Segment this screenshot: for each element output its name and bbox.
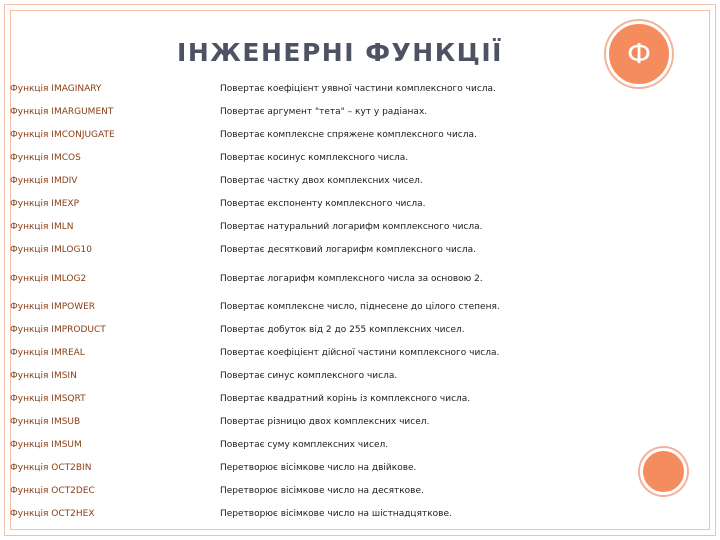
table-row	[10, 370, 610, 384]
table-row	[10, 129, 610, 143]
function-name: Функція IMSUM	[10, 440, 82, 450]
function-description: Повертає десятковий логарифм комплексного числа.	[220, 245, 476, 255]
function-name: Функція IMPRODUCT	[10, 325, 106, 335]
function-name: Функція IMPOWER	[10, 302, 96, 312]
function-description: Повертає суму комплексних чисел.	[220, 440, 389, 450]
function-name: Функція OCT2BIN	[10, 463, 92, 473]
function-name: Функція IMLOG2	[10, 274, 87, 284]
function-name: Функція IMCOS	[10, 153, 81, 163]
phi-badge	[606, 21, 672, 87]
function-description: Повертає натуральний логарифм комплексного числа.	[220, 222, 483, 232]
table-row	[10, 508, 610, 522]
function-description: Повертає логарифм комплексного числа за основою 2.	[220, 274, 483, 284]
function-description: Перетворює вісімкове число на двійкове.	[220, 463, 417, 473]
table-row	[10, 221, 610, 235]
table-row	[10, 439, 610, 453]
table-row	[10, 393, 610, 407]
function-name: Функція IMLN	[10, 222, 74, 232]
table-row	[10, 83, 610, 97]
decorative-circle	[640, 448, 687, 495]
function-description: Повертає коефіцієнт уявної частини комплексного числа.	[220, 84, 496, 94]
function-description: Перетворює вісімкове число на десяткове.	[220, 486, 424, 496]
function-description: Повертає синус комплексного числа.	[220, 371, 398, 381]
function-name: Функція IMSIN	[10, 371, 77, 381]
table-row	[10, 416, 610, 430]
function-description: Повертає частку двох комплексних чисел.	[220, 176, 423, 186]
function-name: Функція IMCONJUGATE	[10, 130, 115, 140]
function-description: Повертає косинус комплексного числа.	[220, 153, 409, 163]
table-row	[10, 462, 610, 476]
function-name: Функція IMREAL	[10, 348, 85, 358]
function-name: Функція IMDIV	[10, 176, 78, 186]
table-row	[10, 273, 610, 287]
function-name: Функція OCT2DEC	[10, 486, 95, 496]
slide-title: ІНЖЕНЕРНІ ФУНКЦІЇ	[177, 38, 503, 67]
function-description: Повертає комплексне спряжене комплексного числа.	[220, 130, 477, 140]
table-row	[10, 324, 610, 338]
function-description: Повертає комплексне число, піднесене до цілого степеня.	[220, 302, 500, 312]
table-row	[10, 485, 610, 499]
function-description: Повертає різницю двох комплексних чисел.	[220, 417, 430, 427]
table-row	[10, 347, 610, 361]
function-description: Повертає добуток від 2 до 255 комплексних чисел.	[220, 325, 465, 335]
table-row	[10, 301, 610, 315]
table-row	[10, 152, 610, 166]
function-name: Функція IMLOG10	[10, 245, 92, 255]
table-row	[10, 106, 610, 120]
function-name: Функція IMEXP	[10, 199, 79, 209]
phi-symbol: Ф	[626, 37, 652, 70]
function-name: Функція IMAGINARY	[10, 84, 102, 94]
function-name: Функція OCT2HEX	[10, 509, 95, 519]
table-row	[10, 244, 610, 258]
function-description: Повертає аргумент "тета" – кут у радіанах.	[220, 107, 428, 117]
function-name: Функція IMSUB	[10, 417, 81, 427]
function-name: Функція IMSQRT	[10, 394, 86, 404]
function-description: Повертає квадратний корінь із комплексного числа.	[220, 394, 471, 404]
table-row	[10, 198, 610, 212]
table-row	[10, 175, 610, 189]
function-description: Повертає коефіцієнт дійсної частини комплексного числа.	[220, 348, 500, 358]
function-name: Функція IMARGUMENT	[10, 107, 114, 117]
function-description: Повертає експоненту комплексного числа.	[220, 199, 426, 209]
function-description: Перетворює вісімкове число на шістнадцяткове.	[220, 509, 452, 519]
